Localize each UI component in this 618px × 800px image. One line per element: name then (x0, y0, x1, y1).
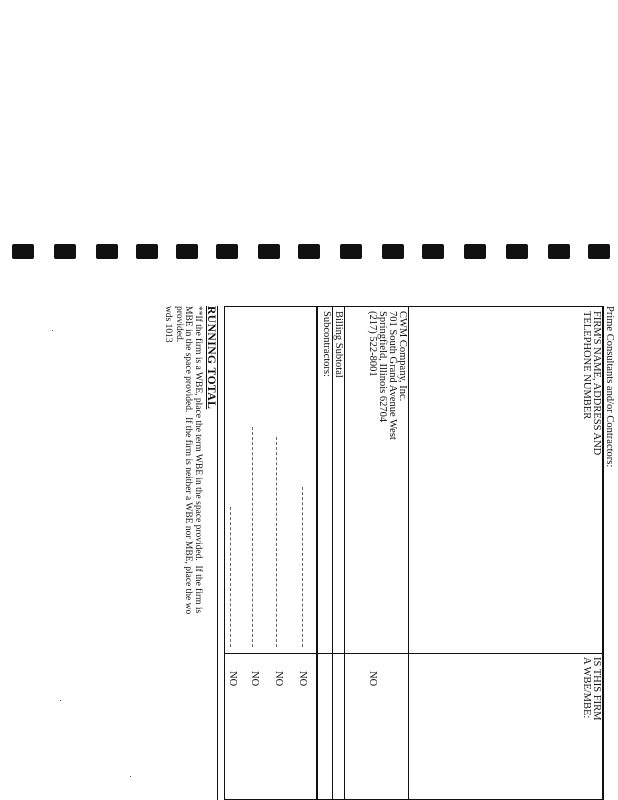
prime-consultants-heading: Prime Consultants and/or Contractors: (604, 306, 615, 468)
faint-row-line (276, 437, 277, 647)
subcontractor-row-1-wbe-mbe: NO (297, 671, 308, 687)
scan-speck (52, 330, 53, 331)
subcontractor-row-4-wbe-mbe: NO (227, 671, 238, 687)
prime-firm-wbe-mbe-value: NO (367, 671, 378, 687)
binding-hole (588, 244, 610, 259)
binding-hole (136, 244, 158, 259)
binding-hole (340, 244, 362, 259)
binding-hole-strip (0, 240, 618, 264)
binding-hole (506, 244, 528, 259)
faint-row-line (302, 487, 303, 647)
column-divider (225, 653, 603, 654)
binding-hole (96, 244, 118, 259)
subtotal-top-rule (344, 307, 345, 799)
document-code: wds 1013 (163, 306, 173, 343)
binding-hole (548, 244, 570, 259)
binding-hole (54, 244, 76, 259)
binding-hole (258, 244, 280, 259)
binding-hole (382, 244, 404, 259)
prime-row-top-rule (408, 307, 409, 799)
faint-row-line (230, 507, 231, 647)
subcontractors-label: Subcontractors: (321, 311, 332, 377)
firm-table (224, 306, 604, 800)
wbe-mbe-column-header: IS THIS FIRM A WBE/MBE: (581, 657, 602, 721)
subcontractor-row-2-wbe-mbe: NO (273, 671, 284, 687)
binding-hole (464, 244, 486, 259)
firm-name-column-header: FIRM'S NAME, ADDRESS AND TELEPHONE NUMBER (581, 311, 602, 456)
running-total-label: RUNNING TOTAL (206, 306, 218, 800)
billing-subtotal-label: Billing Subtotal (333, 311, 344, 378)
binding-hole (12, 244, 34, 259)
rotated-form-page (163, 306, 618, 800)
header-bottom-rule (602, 307, 603, 799)
faint-row-line (252, 427, 253, 647)
binding-hole (176, 244, 198, 259)
scan-speck (130, 776, 131, 777)
subcontractor-row-3-wbe-mbe: NO (249, 671, 260, 687)
prime-firm-address-block: CWM Company, Inc. 701 South Grand Avenue West Springfield, Illinois 62704 (217) 522-8001 (367, 311, 408, 440)
wbe-mbe-footnote: **If the firm is a WBE, place the term WBE in the space provided. If the firm is MBE in the space provided. If the firm is neither a WBE nor MBE, place the wo provided. (174, 306, 203, 615)
binding-hole (298, 244, 320, 259)
binding-hole (422, 244, 444, 259)
binding-hole (216, 244, 238, 259)
subtotal-bottom-rule (332, 307, 333, 799)
subcontractor-section-rule (316, 307, 318, 799)
scan-speck (60, 700, 61, 701)
